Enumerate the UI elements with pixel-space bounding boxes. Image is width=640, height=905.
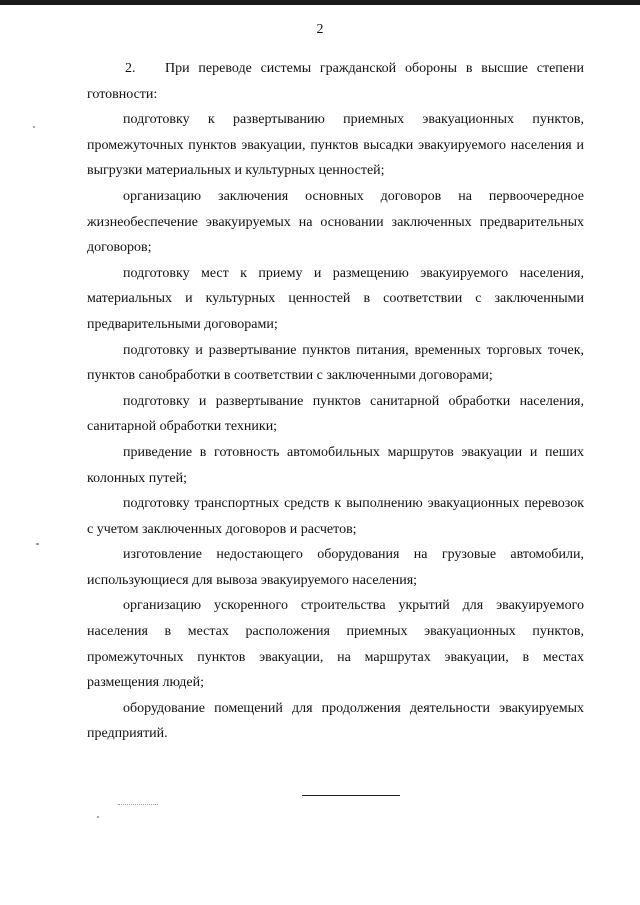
list-item: подготовку транспортных средств к выполнению эвакуационных перевозок с учетом заключенных договоров и расчетов; — [87, 496, 584, 537]
scan-speck — [36, 543, 39, 545]
scan-dash-mark — [118, 804, 158, 805]
intro-text: При переводе системы гражданской обороны в высшие степени готовности: — [87, 61, 584, 102]
list-item: организацию заключения основных договоров на первоочередное жизнеобеспечение эвакуируемых на основании заключенных предварительных договоров; — [87, 188, 584, 256]
section-number: 2. — [125, 61, 136, 76]
list-item: изготовление недостающего оборудования на грузовые автомобили, использующиеся для вывоза эвакуируемого населения; — [87, 547, 584, 588]
list-item: подготовку мест к приему и размещению эвакуируемого населения, материальных и культурных ценностей в соответствии с заключенными предварительными договорами; — [87, 265, 584, 332]
page-number: 2 — [316, 22, 324, 37]
list-item: подготовку и развертывание пунктов питания, временных торговых точек, пунктов санобработки в соответствии с заключенными договорами; — [87, 342, 584, 384]
list-item: оборудование помещений для продолжения деятельности эвакуируемых предприятий. — [87, 700, 584, 742]
scan-speck — [33, 126, 35, 128]
list-item: подготовку к развертыванию приемных эвакуационных пунктов, промежуточных пунктов эвакуации, пунктов высадки эвакуируемого населения и выгрузки материальных и культурных ценностей; — [87, 112, 584, 179]
list-item: организацию ускоренного строительства укрытий для эвакуируемого населения в местах расположения приемных эвакуационных пунктов, промежуточных пунктов эвакуации, на маршрутах эвакуации, в местах размещения людей; — [87, 598, 584, 691]
scan-speck — [97, 816, 99, 818]
end-of-text-rule — [302, 795, 400, 796]
list-item: подготовку и развертывание пунктов санитарной обработки населения, санитарной обработки техники; — [87, 393, 584, 435]
document-body — [87, 56, 584, 747]
list-item: приведение в готовность автомобильных маршрутов эвакуации и пеших колонных путей; — [87, 444, 584, 486]
top-edge-rule — [0, 0, 640, 5]
intro-paragraph — [87, 56, 584, 107]
